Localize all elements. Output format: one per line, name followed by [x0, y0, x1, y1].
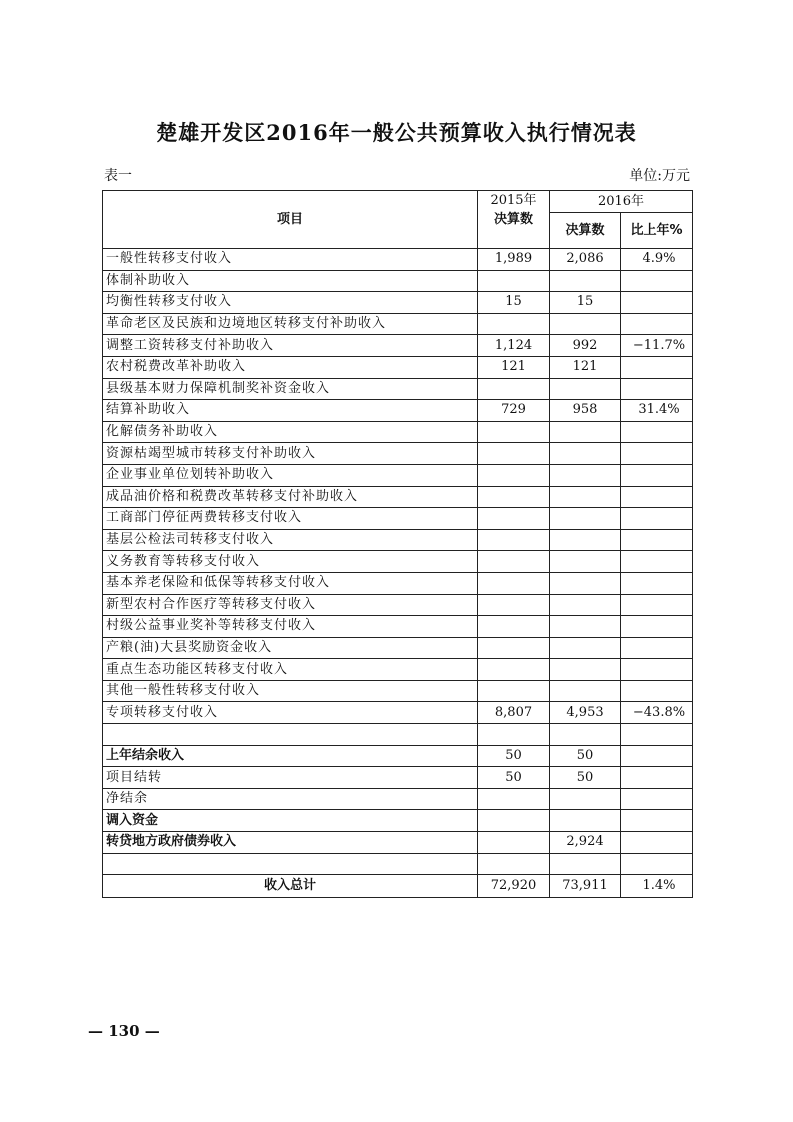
- value-2016: [550, 724, 621, 746]
- value-2016: [550, 443, 621, 465]
- value-2016: [550, 421, 621, 443]
- table-row: [103, 572, 693, 594]
- value-2015: 1,124: [478, 335, 550, 357]
- header-item: 项目: [103, 191, 478, 249]
- header-change: 比上年%: [621, 213, 693, 249]
- value-2016: 15: [550, 292, 621, 314]
- row-label: 上年结余收入: [103, 745, 478, 767]
- table-row: [103, 529, 693, 551]
- value-2015: [478, 616, 550, 638]
- value-2015: [478, 551, 550, 573]
- value-2015: 50: [478, 767, 550, 789]
- change-pct: [621, 356, 693, 378]
- header-year-2015: 2015年: [490, 193, 537, 208]
- value-2016: [550, 270, 621, 292]
- change-pct: [621, 464, 693, 486]
- row-label: 成品油价格和税费改革转移支付补助收入: [103, 486, 478, 508]
- value-2016: [550, 551, 621, 573]
- value-2015: [478, 421, 550, 443]
- change-pct: [621, 853, 693, 875]
- change-pct: 31.4%: [621, 400, 693, 422]
- value-2016: [550, 616, 621, 638]
- value-2015: [478, 637, 550, 659]
- value-2016: [550, 572, 621, 594]
- value-2015: 15: [478, 292, 550, 314]
- value-2015: [478, 486, 550, 508]
- change-pct: [621, 270, 693, 292]
- change-pct: [621, 788, 693, 810]
- row-label: 村级公益事业奖补等转移支付收入: [103, 616, 478, 638]
- table-row: [103, 464, 693, 486]
- value-2016: [550, 378, 621, 400]
- value-2016: [550, 853, 621, 875]
- value-2015: 121: [478, 356, 550, 378]
- change-pct: [621, 292, 693, 314]
- row-label: 一般性转移支付收入: [103, 249, 478, 271]
- row-label: 工商部门停征两费转移支付收入: [103, 508, 478, 530]
- value-2015: [478, 378, 550, 400]
- value-2015: [478, 572, 550, 594]
- value-2015: 50: [478, 745, 550, 767]
- value-2015: 72,920: [478, 875, 550, 898]
- change-pct: [621, 767, 693, 789]
- row-label: 收入总计: [103, 875, 478, 898]
- change-pct: −43.8%: [621, 702, 693, 724]
- change-pct: 1.4%: [621, 875, 693, 898]
- row-label: 转贷地方政府债券收入: [103, 832, 478, 854]
- value-2016: 50: [550, 745, 621, 767]
- value-2016: [550, 788, 621, 810]
- table-row: [103, 443, 693, 465]
- value-2015: [478, 788, 550, 810]
- value-2016: [550, 529, 621, 551]
- row-label: 义务教育等转移支付收入: [103, 551, 478, 573]
- table-row: [103, 313, 693, 335]
- value-2016: [550, 508, 621, 530]
- table-row: [103, 594, 693, 616]
- value-2015: [478, 529, 550, 551]
- value-2016: 958: [550, 400, 621, 422]
- table-row: [103, 702, 693, 724]
- unit-label: 单位:万元: [629, 168, 690, 184]
- change-pct: [621, 810, 693, 832]
- value-2016: 992: [550, 335, 621, 357]
- table-row: [103, 356, 693, 378]
- row-label: 资源枯竭型城市转移支付补助收入: [103, 443, 478, 465]
- value-2016: 2,924: [550, 832, 621, 854]
- value-2016: [550, 594, 621, 616]
- value-2016: 50: [550, 767, 621, 789]
- table-row: [103, 292, 693, 314]
- change-pct: [621, 486, 693, 508]
- table-row: [103, 832, 693, 854]
- change-pct: [621, 745, 693, 767]
- table-row: [103, 680, 693, 702]
- change-pct: [621, 572, 693, 594]
- value-2015: 8,807: [478, 702, 550, 724]
- value-2015: [478, 810, 550, 832]
- table-row: [103, 637, 693, 659]
- change-pct: [621, 508, 693, 530]
- value-2015: [478, 270, 550, 292]
- change-pct: [621, 659, 693, 681]
- table-row: [103, 486, 693, 508]
- change-pct: 4.9%: [621, 249, 693, 271]
- table-row: [103, 810, 693, 832]
- row-label: 产粮(油)大县奖励资金收入: [103, 637, 478, 659]
- row-label: 项目结转: [103, 767, 478, 789]
- change-pct: [621, 680, 693, 702]
- table-row: [103, 853, 693, 875]
- change-pct: [621, 832, 693, 854]
- change-pct: [621, 724, 693, 746]
- row-label: 调整工资转移支付补助收入: [103, 335, 478, 357]
- row-label: 基本养老保险和低保等转移支付收入: [103, 572, 478, 594]
- row-label: [103, 724, 478, 746]
- table-row: [103, 616, 693, 638]
- table-row: [103, 767, 693, 789]
- table-row: [103, 659, 693, 681]
- value-2016: [550, 464, 621, 486]
- value-2016: 2,086: [550, 249, 621, 271]
- row-label: 净结余: [103, 788, 478, 810]
- change-pct: [621, 443, 693, 465]
- value-2016: [550, 486, 621, 508]
- change-pct: [621, 313, 693, 335]
- change-pct: [621, 421, 693, 443]
- value-2016: [550, 680, 621, 702]
- change-pct: [621, 529, 693, 551]
- value-2015: [478, 680, 550, 702]
- table-row: [103, 378, 693, 400]
- change-pct: −11.7%: [621, 335, 693, 357]
- table-body: [103, 249, 693, 898]
- row-label: 革命老区及民族和边境地区转移支付补助收入: [103, 313, 478, 335]
- value-2015: [478, 508, 550, 530]
- value-2015: [478, 659, 550, 681]
- header-year-2016: 2016年: [550, 191, 693, 213]
- row-label: 基层公检法司转移支付收入: [103, 529, 478, 551]
- value-2015: [478, 464, 550, 486]
- change-pct: [621, 551, 693, 573]
- page-number: — 130 —: [88, 1022, 160, 1040]
- page-title: 楚雄开发区2016年一般公共预算收入执行情况表: [156, 120, 637, 145]
- table-row: [103, 788, 693, 810]
- revenue-table: [102, 190, 693, 898]
- row-label: 均衡性转移支付收入: [103, 292, 478, 314]
- table-label: 表一: [104, 168, 132, 184]
- value-2015: 1,989: [478, 249, 550, 271]
- value-2016: 121: [550, 356, 621, 378]
- value-2016: 4,953: [550, 702, 621, 724]
- value-2015: [478, 443, 550, 465]
- table-row: [103, 875, 693, 898]
- row-label: 重点生态功能区转移支付收入: [103, 659, 478, 681]
- value-2016: [550, 313, 621, 335]
- table-row: [103, 270, 693, 292]
- change-pct: [621, 637, 693, 659]
- row-label: [103, 853, 478, 875]
- header-row-1: [103, 191, 693, 213]
- header-2015-cell: [478, 191, 550, 249]
- table-row: [103, 508, 693, 530]
- row-label: 体制补助收入: [103, 270, 478, 292]
- row-label: 县级基本财力保障机制奖补资金收入: [103, 378, 478, 400]
- row-label: 调入资金: [103, 810, 478, 832]
- table-row: [103, 724, 693, 746]
- value-2016: [550, 810, 621, 832]
- row-label: 化解债务补助收入: [103, 421, 478, 443]
- header-final-2015: 决算数: [493, 211, 533, 227]
- table-row: [103, 335, 693, 357]
- value-2015: [478, 313, 550, 335]
- table-row: [103, 551, 693, 573]
- value-2015: [478, 594, 550, 616]
- value-2016: 73,911: [550, 875, 621, 898]
- table-row: [103, 400, 693, 422]
- value-2015: 729: [478, 400, 550, 422]
- value-2015: [478, 832, 550, 854]
- table-row: [103, 421, 693, 443]
- row-label: 其他一般性转移支付收入: [103, 680, 478, 702]
- header-final-2016: 决算数: [550, 213, 621, 249]
- row-label: 新型农村合作医疗等转移支付收入: [103, 594, 478, 616]
- value-2015: [478, 724, 550, 746]
- change-pct: [621, 378, 693, 400]
- change-pct: [621, 616, 693, 638]
- value-2015: [478, 853, 550, 875]
- row-label: 专项转移支付收入: [103, 702, 478, 724]
- row-label: 结算补助收入: [103, 400, 478, 422]
- table-row: [103, 745, 693, 767]
- change-pct: [621, 594, 693, 616]
- value-2016: [550, 659, 621, 681]
- row-label: 企业事业单位划转补助收入: [103, 464, 478, 486]
- table-row: [103, 249, 693, 271]
- row-label: 农村税费改革补助收入: [103, 356, 478, 378]
- value-2016: [550, 637, 621, 659]
